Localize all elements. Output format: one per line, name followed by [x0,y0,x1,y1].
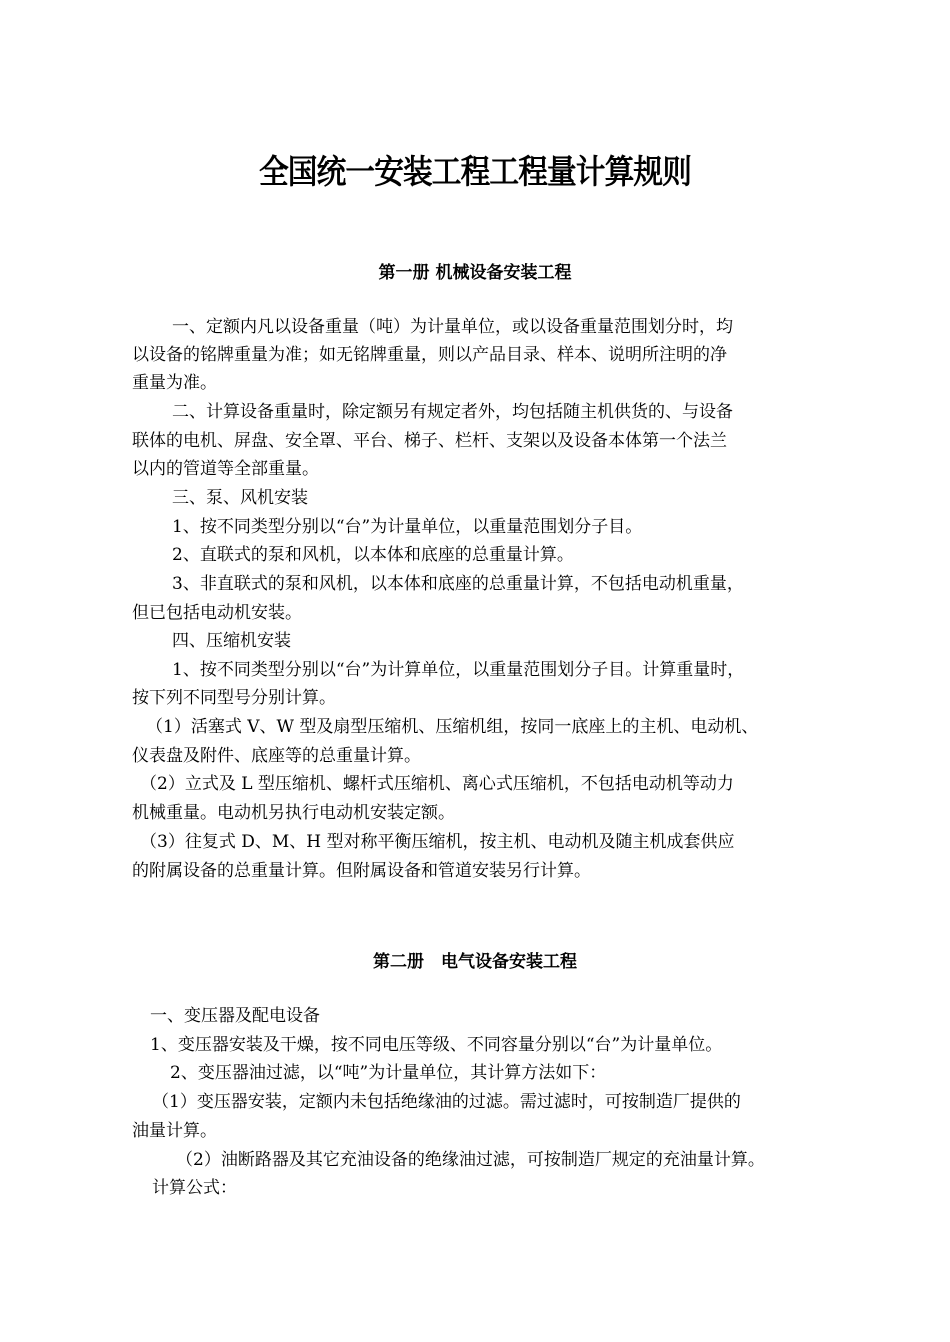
part1-line-6: 以内的管道等全部重量。 [132,459,319,479]
part1-line-12: 四、压缩机安装 [172,631,291,651]
part1-line-4: 二、计算设备重量时，除定额另有规定者外，均包括随主机供货的、与设备 [172,402,733,422]
part1-line-3: 重量为准。 [132,373,217,393]
part2-line-3: 2、变压器油过滤，以“吨”为计量单位，其计算方法如下： [170,1063,607,1083]
part2-heading: 第二册 电气设备安装工程 [373,952,577,972]
part1-line-17: （2）立式及 L 型压缩机、螺杆式压缩机、离心式压缩机，不包括电动机等动力 [140,774,734,794]
part1-line-11: 但已包括电动机安装。 [132,603,302,623]
part2-line-2: 1、变压器安装及干燥，按不同电压等级、不同容量分别以“台”为计量单位。 [150,1035,723,1055]
part1-heading: 第一册 机械设备安装工程 [378,263,572,283]
part1-line-14: 按下列不同型号分别计算。 [132,688,336,708]
part1-line-7: 三、泵、风机安装 [172,488,308,508]
document-title: 全国统一安装工程工程量计算规则 [259,152,691,191]
part1-line-20: 的附属设备的总重量计算。但附属设备和管道安装另行计算。 [132,861,591,881]
part2-line-1: 一、变压器及配电设备 [150,1006,320,1026]
part2-line-7: 计算公式： [152,1178,237,1198]
part1-line-19: （3）往复式 D、M、H 型对称平衡压缩机，按主机、电动机及随主机成套供应 [140,832,735,852]
part1-line-8: 1、按不同类型分别以“台”为计量单位，以重量范围划分子目。 [172,517,643,537]
part2-line-6: （2）油断路器及其它充油设备的绝缘油过滤，可按制造厂规定的充油量计算。 [176,1150,765,1170]
part2-line-4: （1）变压器安装，定额内未包括绝缘油的过滤。需过滤时，可按制造厂提供的 [152,1092,741,1112]
part1-line-16: 仪表盘及附件、底座等的总重量计算。 [132,746,421,766]
part2-line-5: 油量计算。 [132,1121,217,1141]
part1-line-1: 一、定额内凡以设备重量（吨）为计量单位，或以设备重量范围划分时，均 [172,317,733,337]
part1-line-9: 2、直联式的泵和风机，以本体和底座的总重量计算。 [172,545,574,565]
part1-line-13: 1、按不同类型分别以“台”为计算单位，以重量范围划分子目。计算重量时， [172,660,745,680]
part1-line-2: 以设备的铭牌重量为准；如无铭牌重量，则以产品目录、样本、说明所注明的净 [132,345,727,365]
part1-line-5: 联体的电机、屏盘、安全罩、平台、梯子、栏杆、支架以及设备本体第一个法兰 [132,431,727,451]
part1-line-15: （1）活塞式 V、W 型及扇型压缩机、压缩机组，按同一底座上的主机、电动机、 [146,717,759,737]
part1-line-18: 机械重量。电动机另执行电动机安装定额。 [132,803,455,823]
part1-line-10: 3、非直联式的泵和风机，以本体和底座的总重量计算，不包括电动机重量， [172,574,744,594]
